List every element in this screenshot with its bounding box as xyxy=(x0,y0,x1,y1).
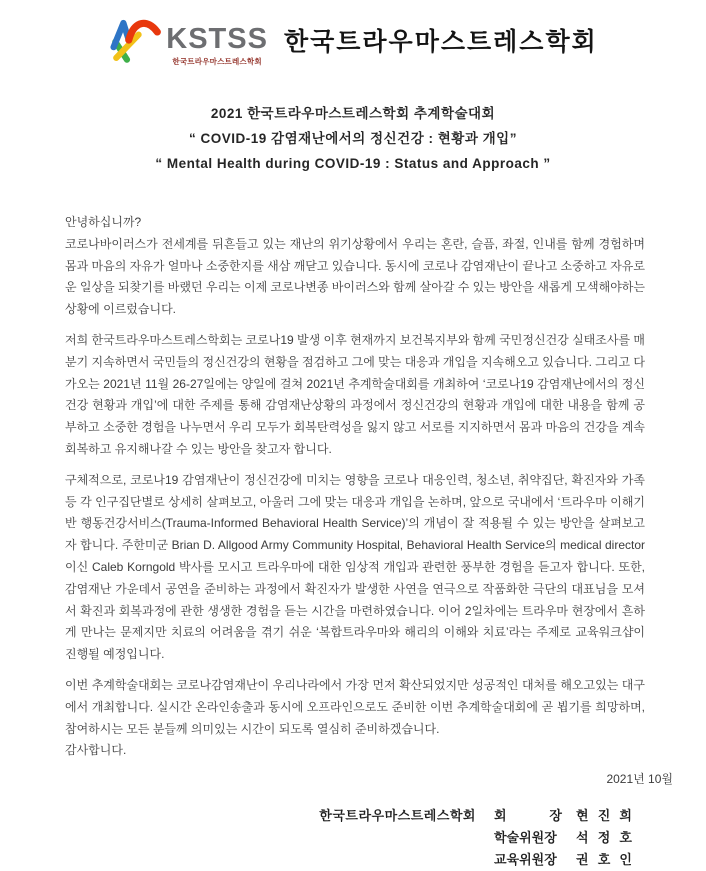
paragraph-2: 저희 한국트라우마스트레스학회는 코로나19 발생 이후 현재까지 보건복지부와 함께 국민정신건강 실태조사를 매 분기 지속하면서 국민들의 정신건강의 현황을 점검하고 그에 맞는 대응과 개입을 지속해오고 있습니다. 그리고 다가오는 2021년 11월 26-27일에는 양일에 걸쳐 2021년 추계학술대회를 개최하여 ‘코로나19 감염재난에서의 정신건강 현황과 개입’에 대한 주제를 통해 감염재난상황의 과정에서 정신건강의 현황과 개입에 대한 내용을 함께 공부하고 소중한 경험을 나누면서 우리 모두가 회복탄력성을 잃지 않고 서로를 지지하면서 몸과 마음의 건강을 계속 회복하고 유지해나갈 수 있는 방안을 찾고자 합니다. xyxy=(65,332,645,456)
signature-name: 석 정 호 xyxy=(576,830,632,846)
header xyxy=(0,0,706,67)
signature-name: 권 호 인 xyxy=(576,852,632,868)
conference-title-line2: “ COVID-19 감염재난에서의 정신건강 : 현황과 개입” xyxy=(189,131,517,146)
logo-acronym: KSTSS xyxy=(166,23,268,55)
signature-title: 회 장 xyxy=(494,808,562,824)
paragraph-3: 구체적으로, 코로나19 감염재난이 정신건강에 미치는 영향을 코로나 대응인력, 청소년, 취약집단, 확진자와 가족 등 각 인구집단별로 상세히 살펴보고, 아울러 그에 맞는 대응과 개입을 논하며, 앞으로 국내에서 ‘트라우마 이해기반 행동건강서비스(Trauma-Informed Behavioral Health Service)’의 개념이 잘 적용될 수 있는 방안을 살펴보고자 합니다. 주한미군 Brian D. Allgood Army Community Hospital, Behavioral Health Service의 medical director이신 Caleb Korngold 박사를 모시고 트라우마에 대한 임상적 개입과 관련한 풍부한 경험을 듣고자 합니다. 또한, 감염재난 가운데서 공연을 준비하는 과정에서 확진자가 발생한 사연을 연극으로 작품화한 극단의 대표님을 모셔서 확진과 회복과정에 관한 생생한 경험을 듣는 시간을 마련하였습니다. 이어 2일차에는 트라우마 현장에서 흔하게 만나는 문제지만 치료의 어려움을 겪기 쉬운 ‘복합트라우마와 해리의 이해와 치료’라는 주제로 교육워크샵이 진행될 예정입니다. xyxy=(65,472,645,662)
logo-text xyxy=(166,25,268,67)
date-line: 2021년 10월 xyxy=(606,772,673,787)
signature-row xyxy=(494,849,632,871)
signature-title: 학술위원장 xyxy=(494,830,557,846)
kstss-logo-mark-icon xyxy=(108,15,162,65)
conference-title-line1: 2021 한국트라우마스트레스학회 추계학술대회 xyxy=(210,106,496,121)
greeting: 안녕하십니까? xyxy=(65,215,142,229)
paragraph-4: 이번 추계학술대회는 코로나감염재난이 우리나라에서 가장 먼저 확산되었지만 성공적인 대처를 해오고있는 대구에서 개최합니다. 실시간 온라인송출과 동시에 오프라인으로도 준비한 이번 추계학술대회에 곧 뵙기를 희망하며, 참여하시는 모든 분들께 의미있는 시간이 되도록 열심히 준비하겠습니다. xyxy=(65,677,645,736)
closing: 감사합니다. xyxy=(65,743,127,758)
letter-body xyxy=(0,212,706,762)
logo-subtext: 한국트라우마스트레스학회 xyxy=(172,57,262,66)
kstss-logo xyxy=(108,13,268,67)
signature-name: 현 진 희 xyxy=(576,808,632,824)
conference-title-block xyxy=(0,101,706,176)
org-title: 한국트라우마스트레스학회 xyxy=(283,28,598,56)
signature-title: 교육위원장 xyxy=(494,852,557,868)
signature-block xyxy=(0,805,706,871)
paragraph-1: 코로나바이러스가 전세계를 뒤흔들고 있는 재난의 위기상황에서 우리는 혼란, 슬픔, 좌절, 인내를 함께 경험하며 몸과 마음의 자유가 얼마나 소중한지를 새삼 깨닫고 있습니다. 동시에 코로나 감염재난이 끝나고 소중하고 자유로운 일상을 되찾기를 바랬던 우리는 이제 코로나변종 바이러스와 함께 살아갈 수 있는 방안을 새롭게 모색해야하는 상황에 이르렀습니다. xyxy=(65,236,645,317)
signature-row xyxy=(494,805,632,827)
signature-row xyxy=(494,827,632,849)
signature-org: 한국트라우마스트레스학회 xyxy=(319,808,476,824)
signature-rows xyxy=(494,805,632,871)
conference-title-line3: “ Mental Health during COVID-19 : Status and Approach ” xyxy=(155,156,551,171)
